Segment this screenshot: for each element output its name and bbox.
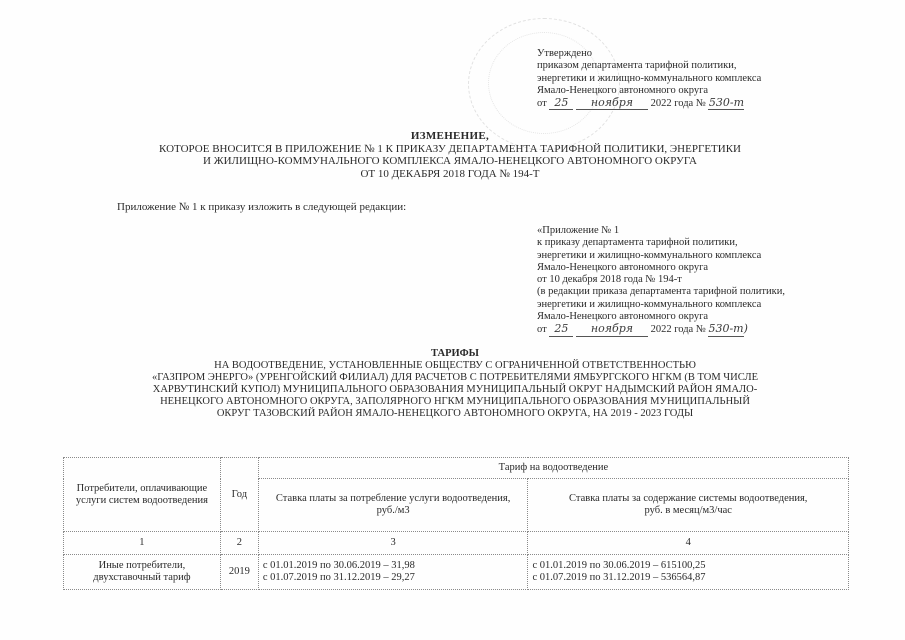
handwritten-month: ноября (576, 97, 648, 110)
heading-line: КОТОРОЕ ВНОСИТСЯ В ПРИЛОЖЕНИЕ № 1 К ПРИКАЗУ ДЕПАРТАМЕНТА ТАРИФНОЙ ПОЛИТИКИ, ЭНЕРГЕТИКИ (159, 142, 741, 155)
tariffs-heading (60, 348, 850, 420)
handwritten-number: 530-т (708, 96, 745, 110)
header-rate-maint: Ставка платы за содержание системы водоотведения, руб. в месяц/м3/час (528, 479, 849, 532)
document-heading (100, 130, 800, 180)
annex-line: «Приложение № 1 (537, 225, 620, 236)
approval-date: от 25 ноября 2022 года № 530-т (537, 96, 745, 110)
column-number: 4 (528, 532, 849, 555)
column-number: 3 (258, 532, 528, 555)
annex-block (537, 225, 867, 337)
table-header-row (64, 458, 849, 479)
approval-line: приказом департамента тарифной политики, (537, 60, 737, 72)
header-consumers: Потребители, оплачивающие услуги систем водоотведения (64, 458, 221, 532)
column-number: 1 (64, 532, 221, 555)
approval-line: Ямало-Ненецкого автономного округа (537, 84, 709, 96)
cell-year: 2019 (220, 555, 258, 590)
heading-line: ОТ 10 ДЕКАБРЯ 2018 ГОДА № 194-Т (360, 167, 540, 180)
header-year: Год (220, 458, 258, 532)
tariffs-line: ОКРУГ ТАЗОВСКИЙ РАЙОН ЯМАЛО-НЕНЕЦКОГО АВТОНОМНОГО ОКРУГА, НА 2019 - 2023 ГОДЫ (216, 408, 694, 419)
tariffs-line: НЕНЕЦКОГО АВТОНОМНОГО ОКРУГА, ЗАПОЛЯРНОГО НГКМ МУНИЦИПАЛЬНОГО ОБРАЗОВАНИЯ МУНИЦИПАЛЬНЫЙ (160, 396, 750, 407)
table-number-row (64, 532, 849, 555)
annex-line: от 10 декабря 2018 года № 194-т (537, 274, 682, 286)
annex-line: (в редакции приказа департамента тарифной политики, (537, 286, 785, 298)
annex-date: от 25 ноября 2022 года № 530-т) (537, 322, 748, 336)
handwritten-day: 25 (549, 323, 573, 336)
annex-line: энергетики и жилищно-коммунального комплекса (537, 249, 762, 261)
tariffs-title: ТАРИФЫ (431, 348, 479, 359)
annex-line: к приказу департамента тарифной политики, (537, 237, 738, 249)
cell-rate-use: с 01.01.2019 по 30.06.2019 – 31,98 с 01.07.2019 по 31.12.2019 – 29,27 (258, 555, 528, 590)
tariff-table (63, 457, 849, 590)
annex-line: Ямало-Ненецкого автономного округа (537, 311, 709, 323)
handwritten-day: 25 (549, 97, 573, 110)
tariffs-line: НА ВОДООТВЕДЕНИЕ, УСТАНОВЛЕННЫЕ ОБЩЕСТВУ С ОГРАНИЧЕННОЙ ОТВЕТСТВЕННОСТЬЮ (214, 360, 696, 371)
handwritten-number: 530-т) (708, 322, 748, 336)
column-number: 2 (220, 532, 258, 555)
approval-line: энергетики и жилищно-коммунального комплекса (537, 72, 762, 84)
handwritten-month: ноября (576, 323, 648, 336)
approval-block (537, 48, 837, 110)
heading-title: ИЗМЕНЕНИЕ, (410, 130, 490, 142)
tariffs-line: «ГАЗПРОМ ЭНЕРГО» (УРЕНГОЙСКИЙ ФИЛИАЛ) ДЛЯ РАСЧЕТОВ С ПОТРЕБИТЕЛЯМИ ЯМБУРГСКОГО НГКМ (В ТОМ ЧИСЛЕ (152, 372, 758, 383)
tariffs-line: ХАРВУТИНСКИЙ КУПОЛ) МУНИЦИПАЛЬНОГО ОБРАЗОВАНИЯ МУНИЦИПАЛЬНЫЙ ОКРУГ НАДЫМСКИЙ РАЙОН ЯМАЛО- (152, 384, 758, 395)
annex-line: Ямало-Ненецкого автономного округа (537, 261, 709, 273)
intro-text: Приложение № 1 к приказу изложить в следующей редакции: (117, 201, 407, 213)
table-row (64, 555, 849, 590)
header-rate-use: Ставка платы за потребление услуги водоотведения, руб./м3 (258, 479, 528, 532)
heading-line: И ЖИЛИЩНО-КОММУНАЛЬНОГО КОМПЛЕКСА ЯМАЛО-НЕНЕЦКОГО АВТОНОМНОГО ОКРУГА (203, 155, 697, 167)
annex-line: энергетики и жилищно-коммунального комплекса (537, 298, 762, 310)
cell-rate-maint: с 01.01.2019 по 30.06.2019 – 615100,25 с 01.07.2019 по 31.12.2019 – 536564,87 (528, 555, 849, 590)
cell-consumer: Иные потребители, двухставочный тариф (64, 555, 221, 590)
header-tariff: Тариф на водоотведение (258, 458, 848, 479)
approval-line: Утверждено (537, 48, 592, 59)
